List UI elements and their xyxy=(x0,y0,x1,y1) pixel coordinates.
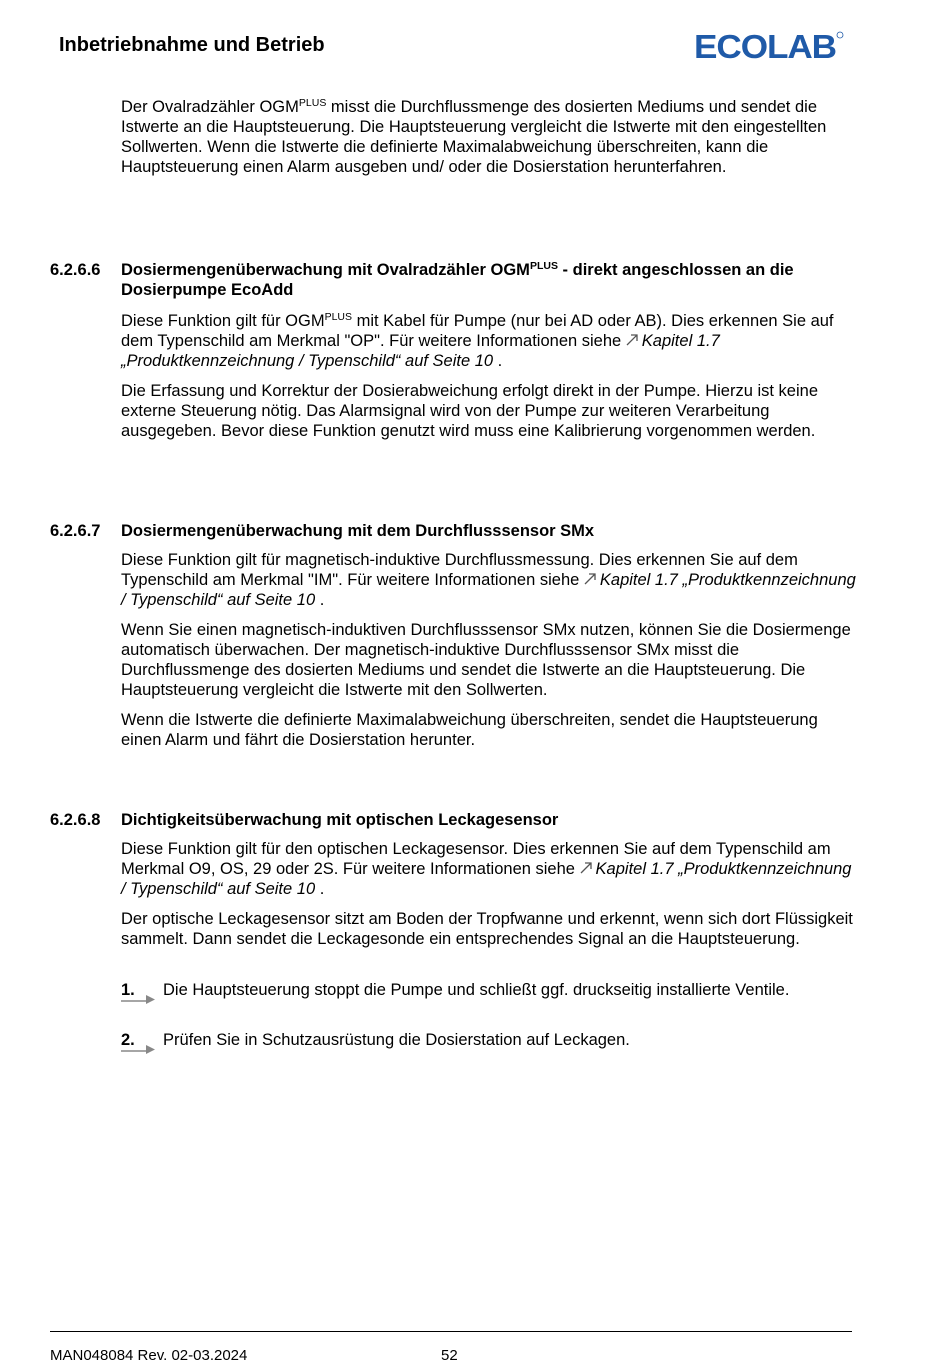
list-item xyxy=(121,980,856,1022)
ecolab-logo xyxy=(694,30,844,62)
list-item xyxy=(121,1030,856,1052)
section-body xyxy=(121,839,856,959)
paragraph: Diese Funktion gilt für $OGM^{PLUS}$ mit Kabel für Pumpe (nur bei AD oder AB). Dies erkennen Sie auf dem Typenschild am Merkmal "OP". Für weitere Informationen siehe Kapitel 1.7 „Produktkennzeichnung / Typenschild“ auf Seite 10 . xyxy=(121,311,834,370)
section-number: 6.2.6.7 xyxy=(50,522,101,540)
paragraph: Wenn die Istwerte die definierte Maximalabweichung überschreiten, sendet die Hauptsteuerung einen Alarm und fährt die Dosierstation herunter. xyxy=(121,711,818,749)
step-number: 2. xyxy=(121,1031,135,1049)
paragraph: Die Erfassung und Korrektur der Dosierabweichung erfolgt direkt in der Pumpe. Hierzu ist keine externe Steuerung nötig. Das Alarmsignal wird von der Pumpe zur weiteren Verarbeitung ausgegeben. Bevor diese Funktion genutzt wird muss eine Kalibrierung vorgenommen werden. xyxy=(121,382,819,440)
step-number: 1. xyxy=(121,981,135,999)
chapter-cross-reference[interactable]: Kapitel 1.7 „Produktkennzeichnung / Typenschild“ auf Seite 10 xyxy=(121,571,856,609)
paragraph: Diese Funktion gilt für den optischen Leckagesensor. Dies erkennen Sie auf dem Typenschild am Merkmal O9, OS, 29 oder 2S. Für weitere Informationen siehe Kapitel 1.7 „Produktkennzeichnung / Typenschild“ auf Seite 10 . xyxy=(121,840,852,898)
footer-page-number: 52 xyxy=(441,1347,458,1362)
step-arrow-icon xyxy=(121,1044,157,1054)
arrow-link-icon xyxy=(580,862,593,875)
footer-document-id: MAN048084 Rev. 02-03.2024 xyxy=(50,1347,248,1362)
section-number: 6.2.6.6 xyxy=(50,261,101,279)
section-body xyxy=(121,311,856,451)
step-text: Die Hauptsteuerung stoppt die Pumpe und schließt ggf. druckseitig installierte Ventile. xyxy=(163,981,790,999)
paragraph: Diese Funktion gilt für magnetisch-induktive Durchflussmessung. Dies erkennen Sie auf dem Typenschild am Merkmal "IM". Für weitere Informationen siehe Kapitel 1.7 „Produktkennzeichnung / Typenschild“ auf Seite 10 . xyxy=(121,551,856,609)
paragraph: Wenn Sie einen magnetisch-induktiven Durchflusssensor SMx nutzen, können Sie die Dosiermenge automatisch überwachen. Der magnetisch-induktive Durchflusssensor SMx misst die Durchflussmenge des dosierten Mediums und sendet die Istwerte an die Hauptsteuerung. Die Hauptsteuerung vergleicht die Istwerte mit den Sollwerten. xyxy=(121,621,851,699)
step-text: Prüfen Sie in Schutzausrüstung die Dosierstation auf Leckagen. xyxy=(163,1031,630,1049)
step-arrow-icon xyxy=(121,994,157,1004)
chapter-cross-reference[interactable]: Kapitel 1.7 „Produktkennzeichnung / Typenschild“ auf Seite 10 xyxy=(121,332,720,370)
arrow-link-icon xyxy=(626,334,639,347)
section-title: Dosiermengenüberwachung mit dem Durchflusssensor SMx xyxy=(121,522,595,540)
page-header-title: Inbetriebnahme und Betrieb xyxy=(59,34,325,56)
footer-divider xyxy=(50,1331,852,1332)
arrow-link-icon xyxy=(584,573,597,586)
section-title: Dichtigkeitsüberwachung mit optischen Leckagesensor xyxy=(121,811,559,829)
intro-paragraph: Der Ovalradzähler $OGM^{PLUS}$ misst die Durchflussmenge des dosierten Mediums und sendet die Istwerte an die Hauptsteuerung. Die Hauptsteuerung vergleicht die Istwerte mit den eingestellten Sollwerten. Wenn die Istwerte die definierte Maximalabweichung überschreiten, kann die Hauptsteuerung einen Alarm ausgeben und/ oder die Dosierstation herunterfahren. xyxy=(121,97,827,176)
chapter-cross-reference[interactable]: Kapitel 1.7 „Produktkennzeichnung / Typenschild“ auf Seite 10 xyxy=(121,860,852,898)
section-body xyxy=(121,550,856,760)
logo-text: ECOLAB xyxy=(694,30,837,62)
section-number: 6.2.6.8 xyxy=(50,811,101,829)
paragraph: Der optische Leckagesensor sitzt am Boden der Tropfwanne und erkennt, wenn sich dort Flüssigkeit sammelt. Dann sendet die Leckagesonde ein entsprechendes Signal an die Hauptsteuerung. xyxy=(121,910,853,948)
section-title: Dosiermengenüberwachung mit Ovalradzähler $OGM^{PLUS}$ - direkt angeschlossen an die Dosierpumpe EcoAdd xyxy=(121,260,794,299)
